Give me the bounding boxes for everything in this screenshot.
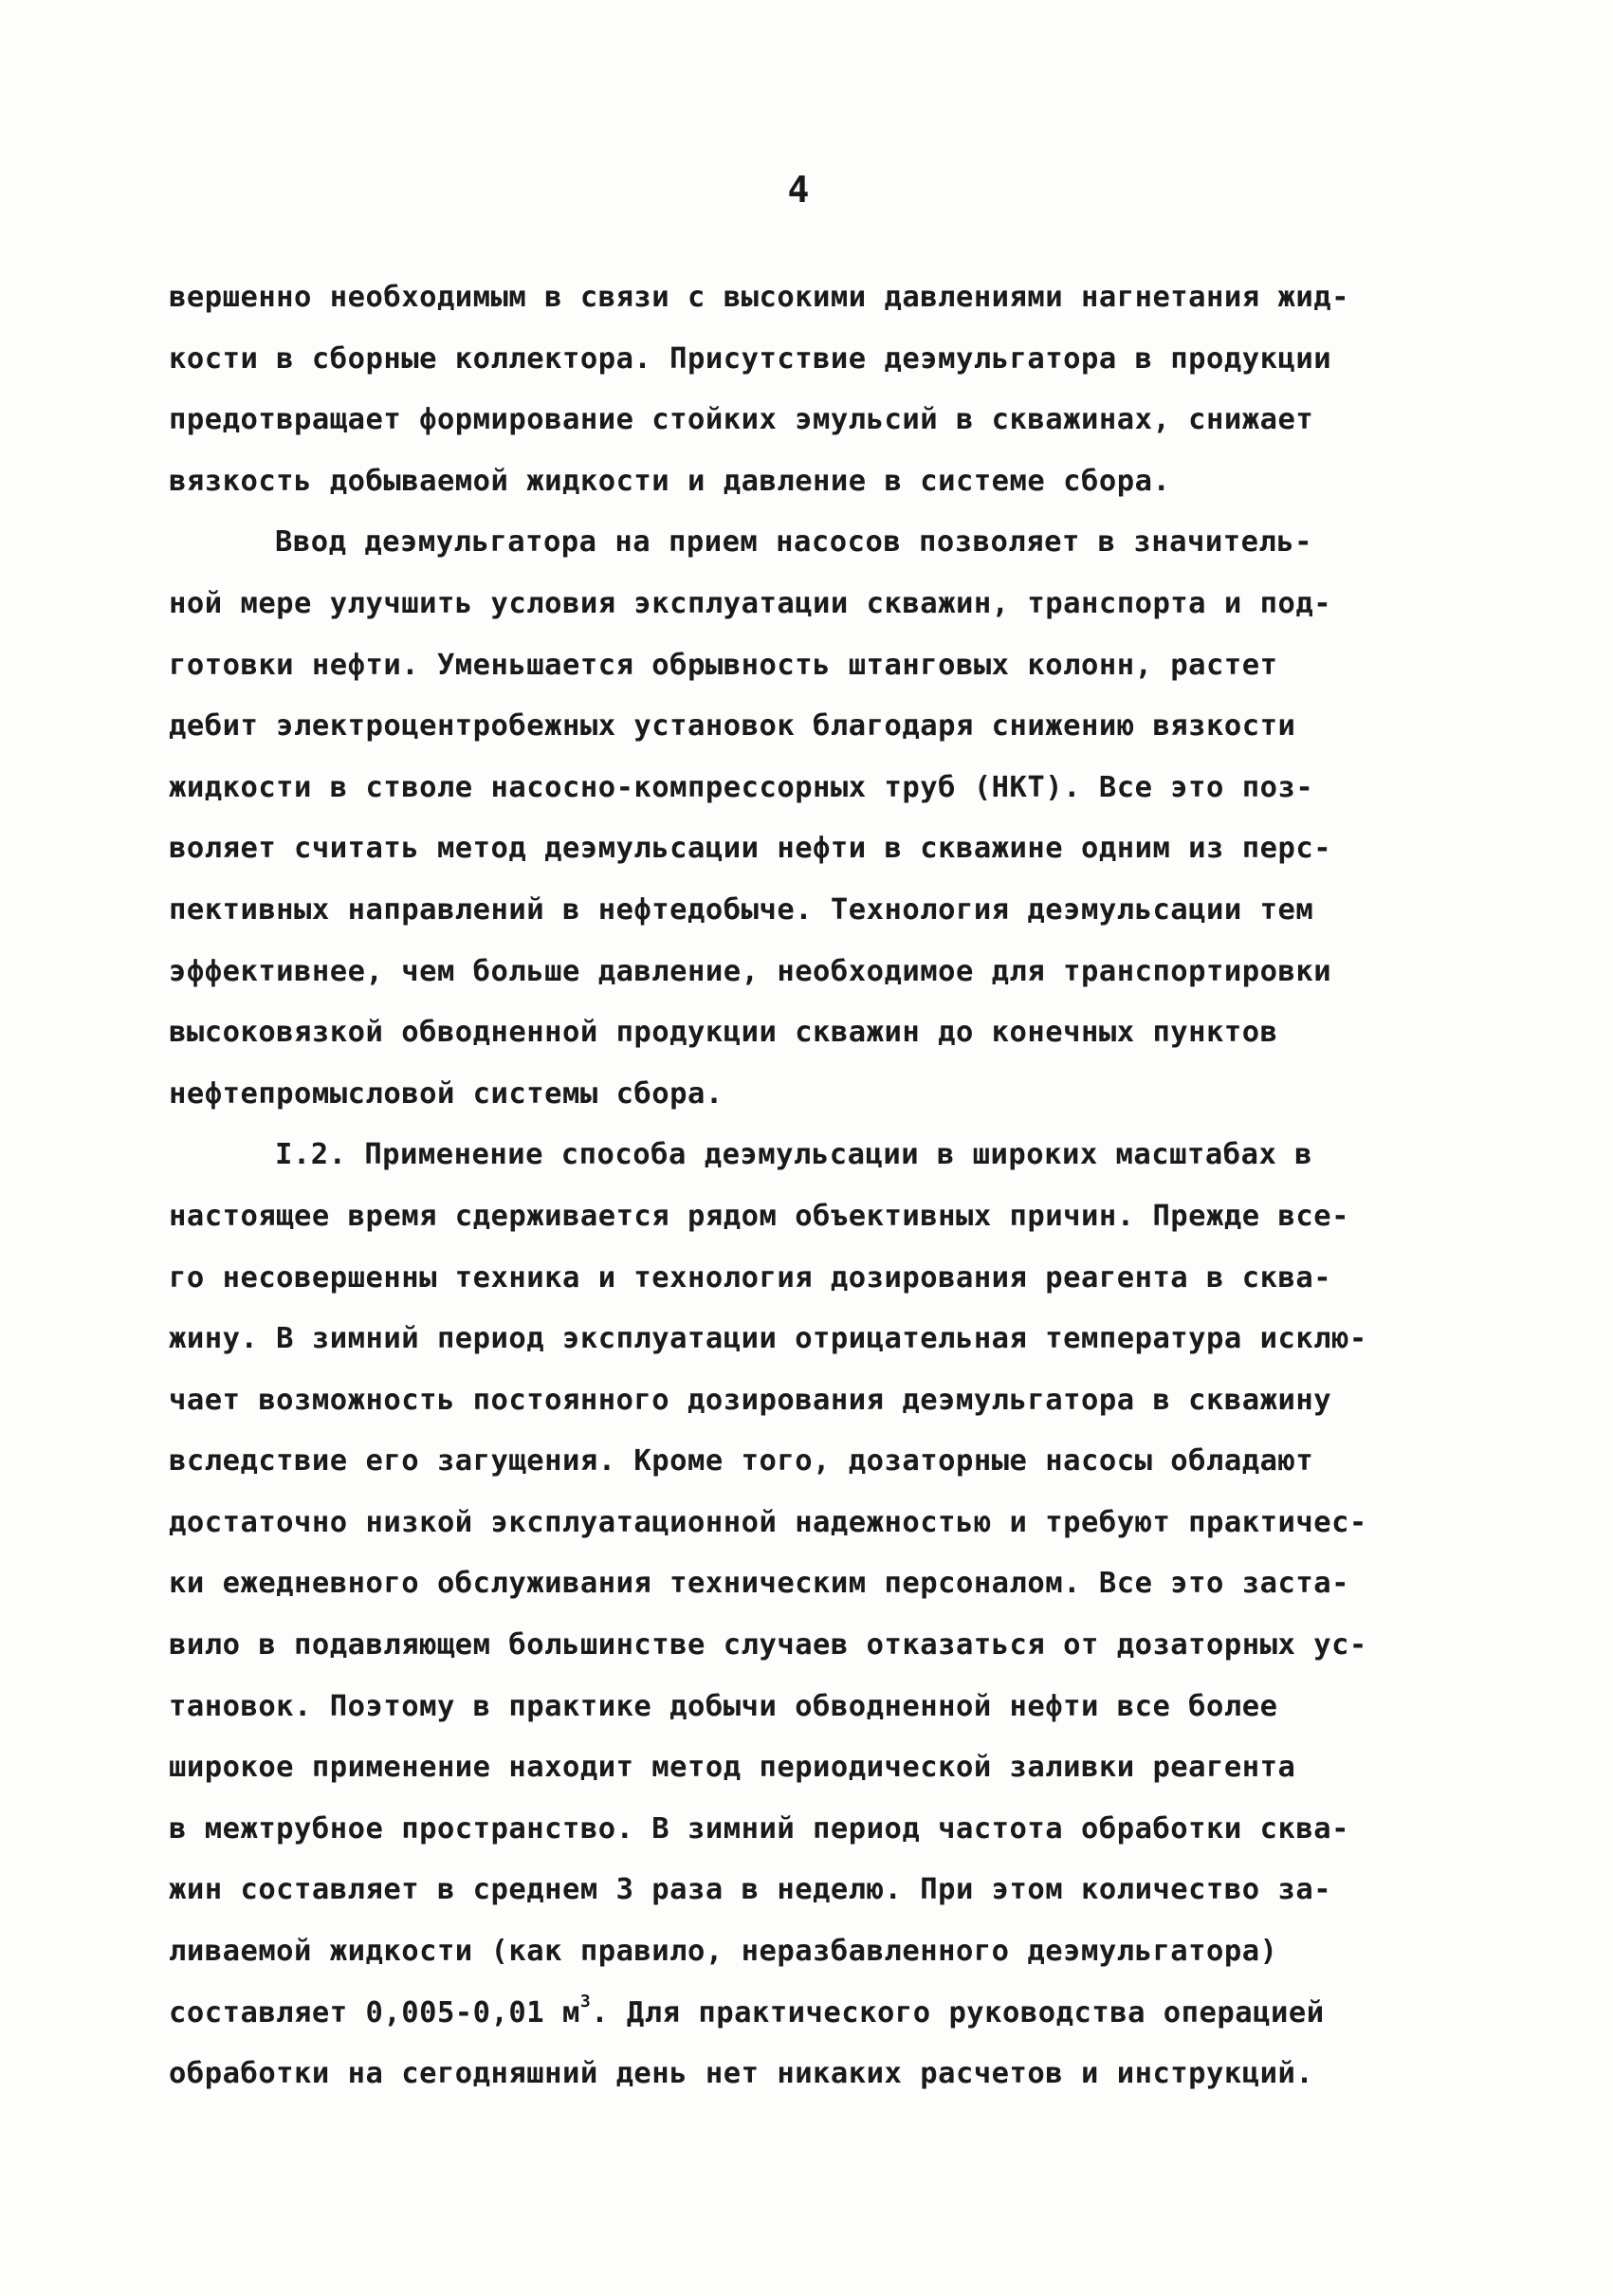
text-line: ливаемой жидкости (как правило, неразбавленного деэмульгатора) (169, 1935, 1278, 1969)
text-line: предотвращает формирование стойких эмульсий в скважинах, снижает (169, 403, 1314, 437)
text-line: вило в подавляющем большинстве случаев отказаться от дозаторных ус- (169, 1628, 1367, 1662)
text-line: в межтрубное пространство. В зимний период частота обработки сква- (169, 1811, 1349, 1846)
text-line: пективных направлений в нефтедобыче. Технология деэмульсации тем (169, 892, 1314, 927)
text-line: широкое применение находит метод периодической заливки реагента (169, 1751, 1296, 1785)
text-line: нефтепромысловой системы сбора. (169, 1076, 724, 1111)
text-line: обработки на сегодняшний день нет никаких расчетов и инструкций. (169, 2057, 1314, 2091)
text-line: жину. В зимний период эксплуатации отрицательная температура исклю- (169, 1322, 1367, 1356)
text-segment: . Для практического руководства операцией (591, 1995, 1325, 2030)
text-line: настоящее время сдерживается рядом объективных причин. Прежде все- (169, 1199, 1349, 1233)
text-line: ной мере улучшить условия эксплуатации скважин, транспорта и под- (169, 586, 1332, 620)
text-line: жин составляет в среднем 3 раза в неделю. При этом количество за- (169, 1873, 1332, 1907)
text-line: вершенно необходимым в связи с высокими давлениями нагнетания жид- (169, 281, 1349, 314)
text-line: воляет считать метод деэмульсации нефти в скважине одним из перс- (169, 832, 1332, 866)
text-segment: составляет 0,005-0,01 м (169, 1995, 580, 2030)
text-line: эффективнее, чем больше давление, необходимое для транспортировки (169, 954, 1332, 988)
page-number: 4 (787, 169, 810, 211)
text-line: высоковязкой обводненной продукции скважин до конечных пунктов (169, 1016, 1278, 1050)
body-text (169, 267, 1458, 2105)
text-line: ки ежедневного обслуживания техническим персоналом. Все это заста- (169, 1567, 1349, 1601)
text-line: I.2. Применение способа деэмульсации в широких масштабах в (275, 1138, 1313, 1172)
text-line: кости в сборные коллектора. Присутствие деэмульгатора в продукции (169, 341, 1332, 376)
text-line: чает возможность постоянного дозирования деэмульгатора в скважину (169, 1383, 1332, 1417)
text-line: тановок. Поэтому в практике добычи обводненной нефти все более (169, 1689, 1278, 1723)
superscript-exponent: 3 (579, 1992, 592, 2012)
text-line: достаточно низкой эксплуатационной надежностью и требуют практичес- (169, 1505, 1367, 1539)
text-line: дебит электроцентробежных установок благодаря снижению вязкости (169, 709, 1296, 744)
text-line: готовки нефти. Уменьшается обрывность штанговых колонн, растет (169, 648, 1278, 682)
text-line: жидкости в стволе насосно-компрессорных труб (НКТ). Все это поз- (169, 770, 1314, 804)
text-line-with-superscript (169, 1983, 1458, 2045)
text-line: вследствие его загущения. Кроме того, дозаторные насосы обладают (169, 1444, 1314, 1479)
text-line: го несовершенны техника и технология дозирования реагента в сква- (169, 1260, 1332, 1295)
text-line: вязкость добываемой жидкости и давление в системе сбора. (169, 464, 1171, 498)
text-line: Ввод деэмульгатора на прием насосов позволяет в значитель- (275, 525, 1313, 560)
